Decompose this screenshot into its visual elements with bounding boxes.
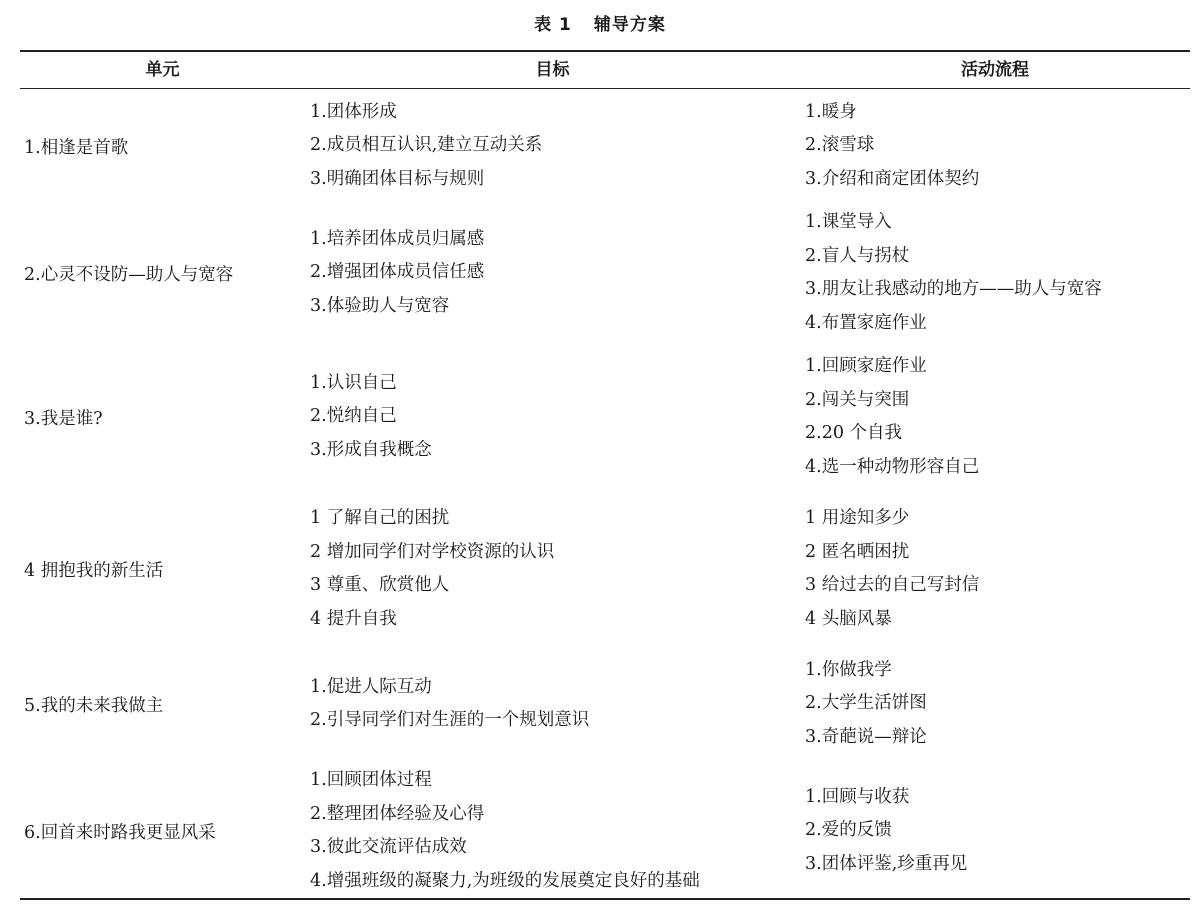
header-unit: 单元 (145, 60, 180, 80)
unit-cell: 4 拥抱我的新生活 (24, 560, 164, 581)
goal-item: 2.整理团体经验及心得 (310, 803, 485, 824)
goal-item: 4.增强班级的凝聚力,为班级的发展奠定良好的基础 (310, 870, 700, 891)
goal-item: 4 提升自我 (310, 608, 397, 629)
table-row-5 (20, 652, 1190, 756)
activity-item: 1.你做我学 (805, 659, 892, 680)
activity-item: 1.回顾家庭作业 (805, 356, 927, 376)
activities-cell (805, 348, 1190, 486)
activity-item: 4.选一种动物形容自己 (805, 456, 980, 477)
activity-item: 1 用途知多少 (805, 508, 910, 528)
header-activities: 活动流程 (961, 60, 1029, 80)
goal-item: 2.悦纳自己 (310, 406, 397, 427)
activities-cell (805, 92, 1190, 200)
activities-cell (805, 500, 1190, 638)
goals-cell (310, 92, 800, 200)
table-row-3 (20, 348, 1190, 486)
activities-cell (805, 652, 1190, 756)
goal-item: 1.培养团体成员归属感 (310, 228, 485, 249)
goals-cell (310, 204, 800, 342)
table-number: 表 1 (534, 15, 572, 35)
table-caption (0, 12, 1200, 38)
activity-item: 3.介绍和商定团体契约 (805, 168, 980, 189)
activity-item: 3.朋友让我感动的地方——助人与宽容 (805, 279, 1102, 299)
goals-cell (310, 348, 800, 486)
activity-item: 1.暖身 (805, 101, 857, 122)
goal-item: 1 了解自己的困扰 (310, 508, 450, 528)
unit-cell: 1.相逢是首歌 (24, 137, 129, 158)
unit-cell: 2.心灵不设防—助人与宽容 (24, 264, 234, 285)
activity-item: 3 给过去的自己写封信 (805, 575, 980, 595)
bottom-rule (20, 898, 1190, 900)
goal-item: 2.引导同学们对生涯的一个规划意识 (310, 710, 590, 730)
table-row-2 (20, 204, 1190, 342)
goal-item: 1.团体形成 (310, 101, 397, 122)
unit-cell: 3.我是谁? (24, 408, 103, 429)
activity-item: 2.滚雪球 (805, 135, 875, 156)
goal-item: 2.成员相互认识,建立互动关系 (310, 135, 543, 156)
goal-item: 1.认识自己 (310, 372, 397, 393)
table-row-6 (20, 764, 1190, 898)
goal-item: 3.形成自我概念 (310, 439, 432, 460)
activity-item: 1.课堂导入 (805, 212, 892, 232)
header-rule (20, 88, 1190, 89)
goals-cell (310, 652, 800, 756)
table-row-1 (20, 92, 1190, 200)
unit-cell: 5.我的未来我做主 (24, 695, 164, 716)
header-goals: 目标 (535, 60, 570, 80)
activity-item: 2.20 个自我 (805, 423, 903, 443)
goal-item: 1.回顾团体过程 (310, 770, 432, 790)
activities-cell (805, 204, 1190, 342)
goal-item: 2 增加同学们对学校资源的认识 (310, 541, 555, 562)
activity-item: 2.爱的反馈 (805, 820, 892, 841)
goal-item: 2.增强团体成员信任感 (310, 262, 485, 283)
goal-item: 3.体验助人与宽容 (310, 295, 450, 316)
table-row-4 (20, 500, 1190, 638)
activity-item: 4 头脑风暴 (805, 608, 892, 629)
goal-item: 1.促进人际互动 (310, 676, 432, 697)
activity-item: 2.盲人与拐杖 (805, 245, 910, 266)
activity-item: 3.团体评鉴,珍重再见 (805, 853, 968, 874)
table-title: 辅导方案 (593, 15, 666, 35)
activity-item: 4.布置家庭作业 (805, 312, 927, 333)
activity-item: 2.大学生活饼图 (805, 693, 927, 714)
goal-item: 3.彼此交流评估成效 (310, 837, 467, 857)
goal-item: 3.明确团体目标与规则 (310, 168, 485, 189)
activity-item: 2.闯关与突围 (805, 389, 910, 410)
goals-cell (310, 764, 800, 898)
activity-item: 3.奇葩说—辩论 (805, 726, 927, 747)
goals-cell (310, 500, 800, 638)
activities-cell (805, 764, 1190, 898)
goal-item: 3 尊重、欣赏他人 (310, 575, 450, 595)
activity-item: 2 匿名晒困扰 (805, 541, 910, 562)
activity-item: 1.回顾与收获 (805, 786, 910, 807)
unit-cell: 6.回首来时路我更显风采 (24, 822, 216, 843)
